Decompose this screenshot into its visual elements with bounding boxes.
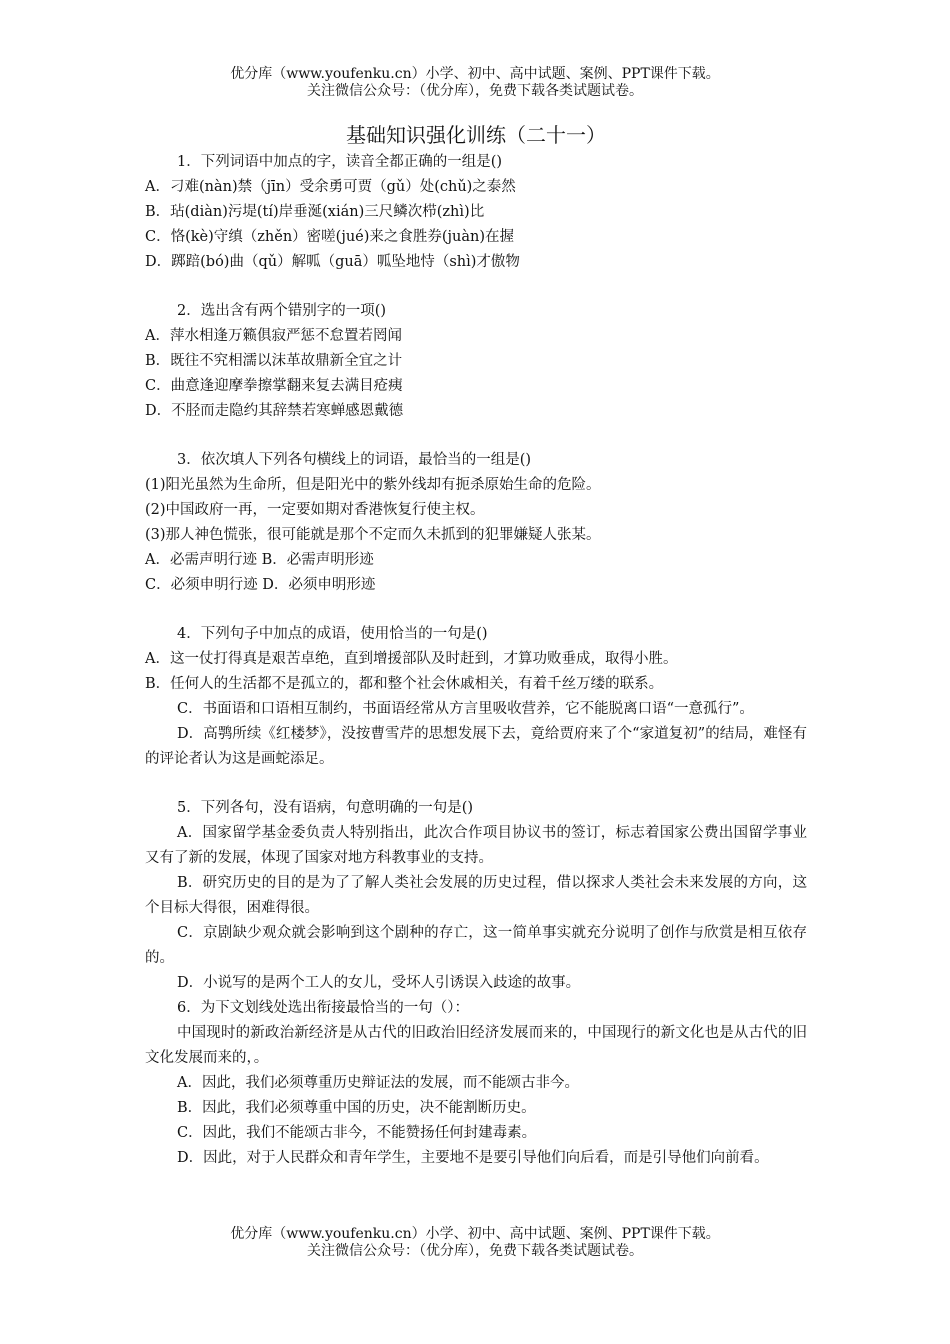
option-b: B．研究历史的目的是为了了解人类社会发展的历史过程，借以探求人类社会未来发展的方向，这个目标大得很，困难得很。 [145,875,807,916]
option-a: A．这一仗打得真是艰苦卓绝，直到增援部队及时赶到，才算功败垂成，取得小胜。 [145,651,678,667]
option-d: D．踯踣(bó)曲（qǔ）解呱（guā）呱坠地恃（shì)才傲物 [145,254,520,270]
sentence-1: (1)阳光虽然为生命所，但是阳光中的紫外线却有扼杀原始生命的危险。 [145,477,601,493]
option-d: D．因此，对于人民群众和青年学生，主要地不是要引导他们向后看，而是引导他们向前看。 [177,1150,769,1166]
option-c: C．书面语和口语相互制约，书面语经常从方言里吸收营养，它不能脱离口语“一意孤行”。 [177,701,754,717]
option-c: C．曲意逢迎摩拳擦掌翻来复去满目疮痍 [145,378,403,394]
sentence-2: (2)中国政府一再，一定要如期对香港恢复行使主权。 [145,502,485,518]
header-line-1: 优分库（www.youfenku.cn）小学、初中、高中试题、案例、PPT课件下载。 [230,66,720,82]
question-stem: 4．下列句子中加点的成语，使用恰当的一句是() [177,626,488,642]
question-stem: 6．为下文划线处选出衔接最恰当的一句（）： [177,1000,469,1016]
question-5 [145,796,807,996]
option-a-b: A．必需声明行迹 B．必需声明形迹 [145,552,374,568]
question-4 [145,622,807,772]
option-a: A．因此，我们必须尊重历史辩证法的发展，而不能颂古非今。 [177,1075,579,1091]
page-footer [0,1226,950,1260]
option-c: C．恪(kè)守缜（zhěn）密嗟(jué)来之食胜券(juàn)在握 [145,229,515,245]
option-b: B．玷(diàn)污堤(tí)岸垂涎(xián)三尺鳞次栉(zhì)比 [145,204,485,220]
footer-line-1: 优分库（www.youfenku.cn）小学、初中、高中试题、案例、PPT课件下载。 [230,1226,720,1242]
option-a: A．刁难(nàn)禁（jīn）受余勇可贾（gǔ）处(chǔ)之泰然 [145,179,516,195]
option-a: A．萍水相逢万籁俱寂严惩不怠置若罔闻 [145,328,402,344]
footer-line-2: 关注微信公众号：（优分库），免费下载各类试题试卷。 [307,1243,643,1259]
question-stem: 5．下列各句，没有语病，句意明确的一句是() [177,800,474,816]
question-stem: 1．下列词语中加点的字，读音全都正确的一组是() [177,154,503,170]
question-2 [145,299,807,424]
option-a: A．国家留学基金委负责人特别指出，此次合作项目协议书的签订，标志着国家公费出国留学事业又有了新的发展，体现了国家对地方科教事业的支持。 [145,825,807,866]
option-d: D．小说写的是两个工人的女儿，受坏人引诱误入歧途的故事。 [177,975,581,991]
option-d: D．高鹗所续《红楼梦》，没按曹雪芹的思想发展下去，竟给贾府来了个“家道复初”的结局，难怪有的评论者认为这是画蛇添足。 [145,726,807,767]
page-header [0,66,950,100]
question-stem: 2．选出含有两个错别字的一项() [177,303,387,319]
question-6 [145,996,807,1171]
question-stem: 3．依次填人下列各句横线上的词语，最恰当的一组是() [177,452,532,468]
question-1 [145,150,807,275]
page-title: 基础知识强化训练（二十一） [346,123,606,147]
header-line-2: 关注微信公众号：（优分库），免费下载各类试题试卷。 [307,83,643,99]
option-c-d: C．必须申明行迹 D．必须申明形迹 [145,577,376,593]
sentence-3: (3)那人神色慌张，很可能就是那个不定而久未抓到的犯罪嫌疑人张某。 [145,527,601,543]
document-body [145,120,807,1171]
option-b: B．因此，我们必须尊重中国的历史，决不能割断历史。 [177,1100,536,1116]
option-b: B．既往不究相濡以沫革故鼎新全宜之计 [145,353,403,369]
option-c: C．因此，我们不能颂古非今，不能赞扬任何封建毒素。 [177,1125,537,1141]
option-b: B．任何人的生活都不是孤立的，都和整个社会休戚相关，有着千丝万缕的联系。 [145,676,664,692]
option-d: D．不胫而走隐约其辞禁若寒蝉感恩戴德 [145,403,404,419]
passage: 中国现时的新政治新经济是从古代的旧政治旧经济发展而来的，中国现行的新文化也是从古代的旧文化发展而来的，。 [145,1025,807,1066]
option-c: C．京剧缺少观众就会影响到这个剧种的存亡，这一简单事实就充分说明了创作与欣赏是相互依存的。 [145,925,807,966]
question-3 [145,448,807,598]
